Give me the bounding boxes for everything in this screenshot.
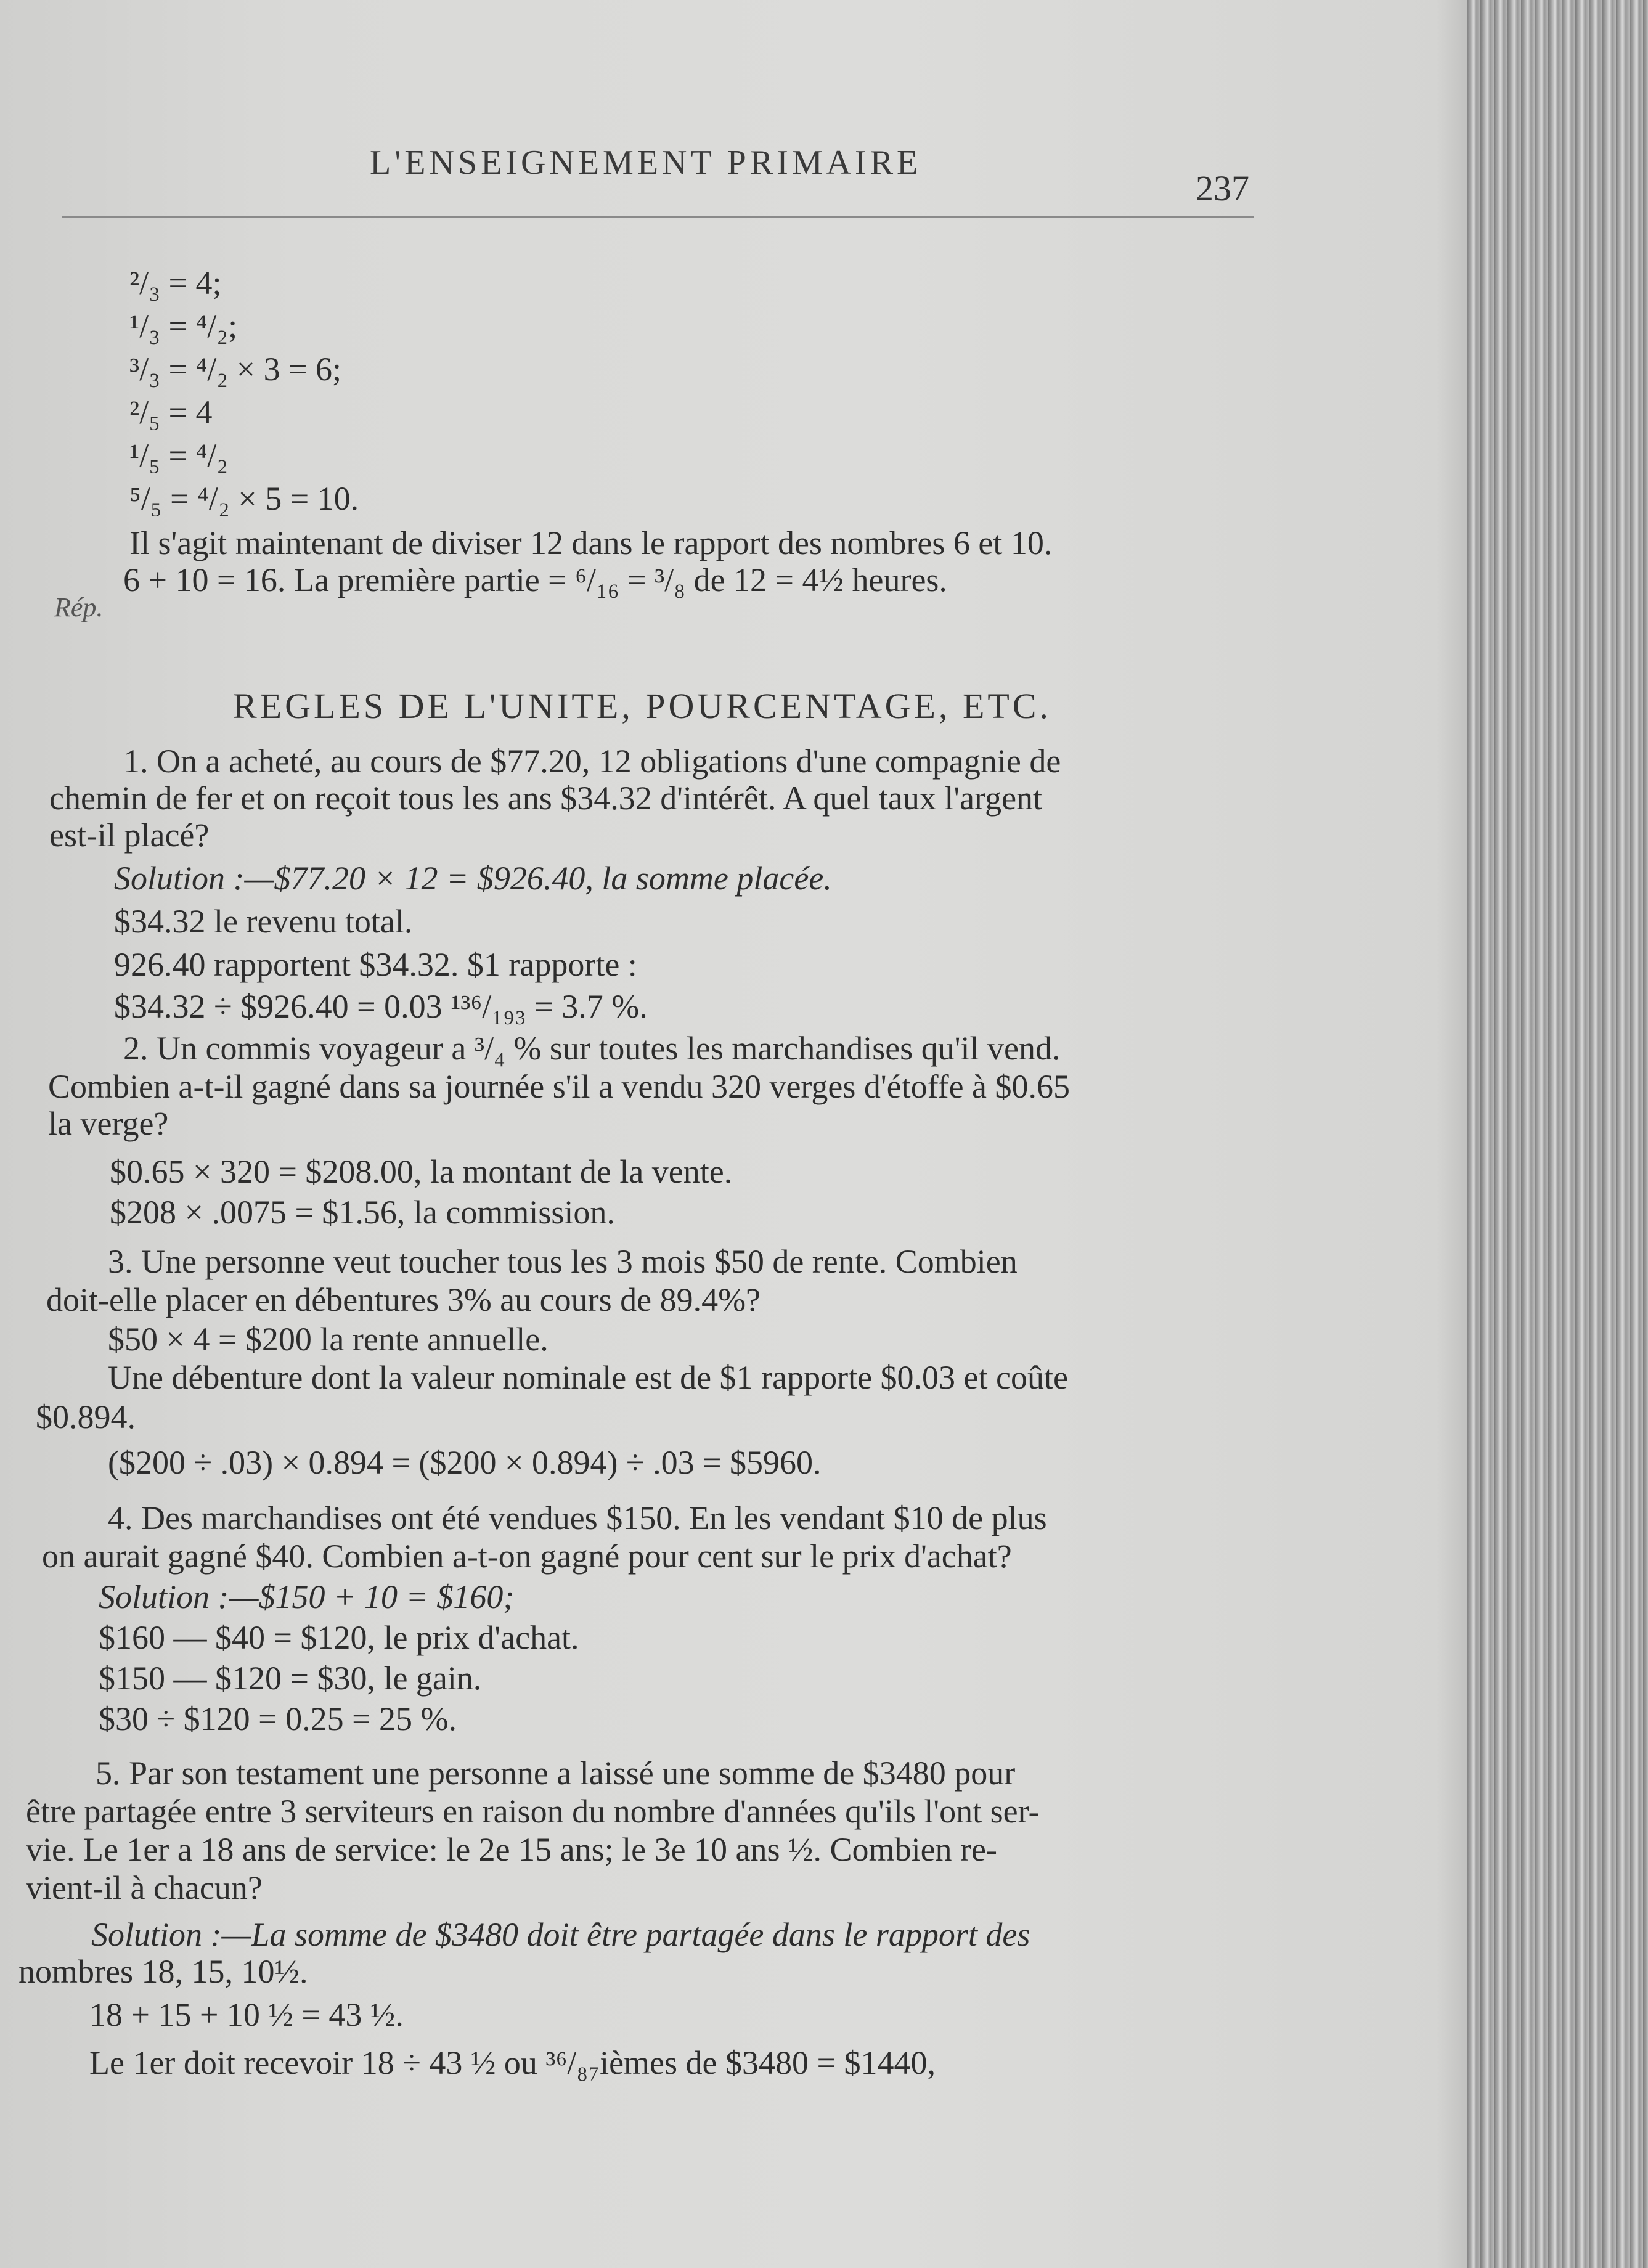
text-line: $208 × .0075 = $1.56, la commission. <box>110 1194 615 1231</box>
text-line: 3. Une personne veut toucher tous les 3 mois $50 de rente. Combien <box>108 1243 1018 1280</box>
solution-line: Solution :—$77.20 × 12 = $926.40, la somme placée. <box>114 860 832 897</box>
text-line: la verge? <box>48 1105 169 1142</box>
fraction-line: ²/₃ = 4; <box>129 264 222 301</box>
text-line: 6 + 10 = 16. La première partie = ⁶/₁₆ = ³/₈ de 12 = 4½ heures. <box>123 561 947 598</box>
page-number: 237 <box>1196 168 1249 208</box>
header-rule <box>62 216 1254 218</box>
solution-line: Solution :—$150 + 10 = $160; <box>99 1578 515 1615</box>
fraction-line: ⁵/₅ = ⁴/₂ × 5 = 10. <box>129 480 359 517</box>
text-line: $34.32 ÷ $926.40 = 0.03 ¹³⁶/₁₉₃ = 3.7 %. <box>114 988 648 1025</box>
fraction-line: ²/₅ = 4 <box>129 394 213 431</box>
solution-line: Solution :—La somme de $3480 doit être partagée dans le rapport des <box>91 1916 1030 1953</box>
fraction-line: ¹/₅ = ⁴/₂ <box>129 437 229 474</box>
text-line: Le 1er doit recevoir 18 ÷ 43 ½ ou ³⁶/₈₇ièmes de $3480 = $1440, <box>89 2044 936 2081</box>
fraction-line: ¹/₃ = ⁴/₂; <box>129 308 238 345</box>
text-line: on aurait gagné $40. Combien a-t-on gagné pour cent sur le prix d'achat? <box>42 1538 1012 1575</box>
text-line: est-il placé? <box>49 817 210 854</box>
text-line: $0.65 × 320 = $208.00, la montant de la vente. <box>110 1153 733 1190</box>
book-page-edges <box>1467 0 1648 2268</box>
text-line: doit-elle placer en débentures 3% au cours de 89.4%? <box>46 1281 761 1318</box>
answer-label: Rép. <box>54 592 104 622</box>
text-line: 1. On a acheté, au cours de $77.20, 12 obligations d'une compagnie de <box>123 743 1061 780</box>
section-title: REGLES DE L'UNITE, POURCENTAGE, ETC. <box>233 686 1051 726</box>
fraction-line: ³/₃ = ⁴/₂ × 3 = 6; <box>129 351 342 388</box>
text-line: Combien a-t-il gagné dans sa journée s'il a vendu 320 verges d'étoffe à $0.65 <box>48 1068 1071 1105</box>
text-line: ($200 ÷ .03) × 0.894 = ($200 × 0.894) ÷ .03 = $5960. <box>108 1444 822 1481</box>
text-line: $160 — $40 = $120, le prix d'achat. <box>99 1619 579 1656</box>
text-line: Une débenture dont la valeur nominale est de $1 rapporte $0.03 et coûte <box>108 1359 1068 1396</box>
text-line: $30 ÷ $120 = 0.25 = 25 %. <box>99 1700 457 1737</box>
text-line: $150 — $120 = $30, le gain. <box>99 1660 482 1697</box>
text-line: être partagée entre 3 serviteurs en raison du nombre d'années qu'ils l'ont ser- <box>26 1793 1040 1830</box>
text-line: $0.894. <box>36 1398 136 1435</box>
text-line: vie. Le 1er a 18 ans de service: le 2e 15 ans; le 3e 10 ans ½. Combien re- <box>26 1831 997 1868</box>
text-line: 2. Un commis voyageur a ³/₄ % sur toutes les marchandises qu'il vend. <box>123 1030 1061 1067</box>
running-head: L'ENSEIGNEMENT PRIMAIRE <box>370 144 922 182</box>
text-line: chemin de fer et on reçoit tous les ans $34.32 d'intérêt. A quel taux l'argent <box>49 780 1043 817</box>
text-line: 5. Par son testament une personne a laissé une somme de $3480 pour <box>96 1755 1016 1792</box>
text-line: Il s'agit maintenant de diviser 12 dans le rapport des nombres 6 et 10. <box>129 524 1053 561</box>
text-line: 18 + 15 + 10 ½ = 43 ½. <box>89 1996 404 2033</box>
text-line: $50 × 4 = $200 la rente annuelle. <box>108 1321 549 1358</box>
text-line: 4. Des marchandises ont été vendues $150. En les vendant $10 de plus <box>108 1499 1047 1536</box>
text-line: $34.32 le revenu total. <box>114 903 413 940</box>
text-line: nombres 18, 15, 10½. <box>18 1953 308 1990</box>
text-line: vient-il à chacun? <box>26 1869 263 1906</box>
text-line: 926.40 rapportent $34.32. $1 rapporte : <box>114 946 637 983</box>
